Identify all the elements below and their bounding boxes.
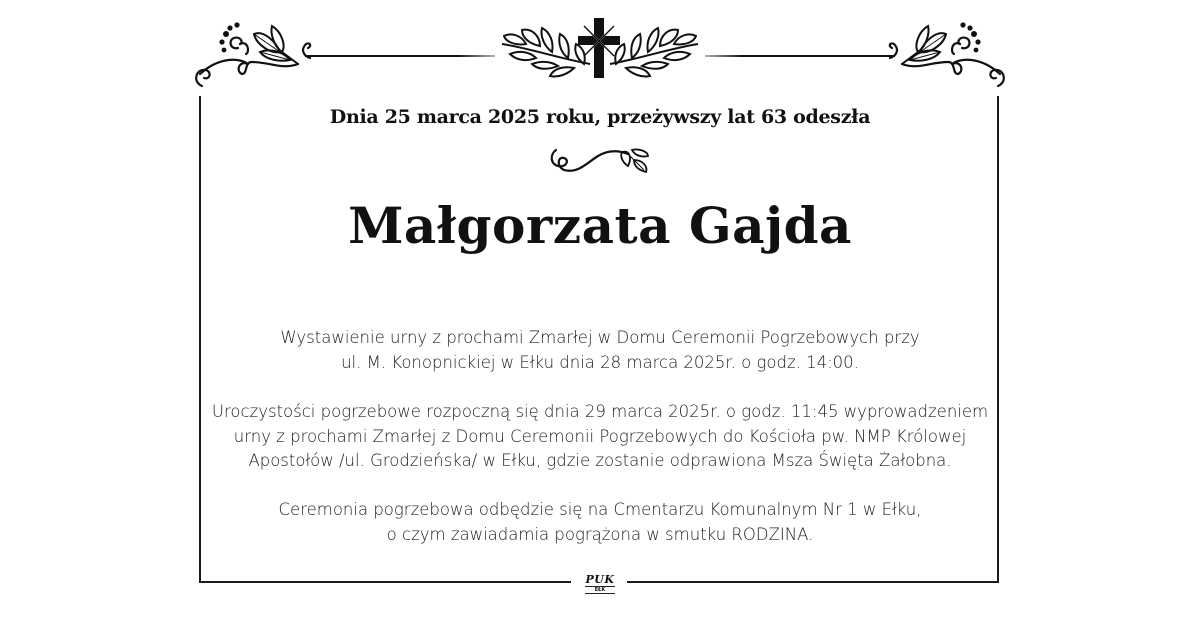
headline: Dnia 25 marca 2025 roku, przeżywszy lat 63 odeszła (329, 106, 871, 128)
top-rule-right (705, 55, 895, 57)
paragraph-line: o czym zawiadamia pogrążona w smutku RODZINA. (386, 524, 814, 544)
floral-flourish-icon (890, 12, 1010, 92)
puk-logo (576, 574, 624, 594)
floral-flourish-icon (190, 12, 310, 92)
paragraph-line: Apostołów /ul. Grodzieńska/ w Ełku, gdzie zostanie odprawiona Msza Święta Żałobna. (248, 451, 952, 470)
cross-with-laurel-icon (498, 14, 702, 80)
paragraph-ceremony (200, 400, 1000, 474)
frame-bottom-border-left (199, 581, 571, 583)
paragraph-burial (200, 498, 1000, 547)
paragraph-line: urny z prochami Zmarłej z Domu Ceremonii Pogrzebowych do Kościoła pw. NMP Królowej (233, 426, 967, 446)
paragraph-viewing (200, 326, 1000, 375)
paragraph-line: Ceremonia pogrzebowa odbędzie się na Cmentarzu Komunalnym Nr 1 w Ełku, (278, 500, 922, 519)
logo-main-text: PUK (585, 573, 615, 586)
paragraph-line: ul. M. Konopnickiej w Ełku dnia 28 marca 2025r. o godz. 14:00. (341, 352, 859, 372)
paragraph-line: Uroczystości pogrzebowe rozpoczną się dnia 29 marca 2025r. o godz. 11:45 wyprowadzeniem (211, 402, 989, 421)
top-rule-left (305, 55, 495, 57)
deceased-name: Małgorzata Gajda (348, 196, 852, 255)
frame-bottom-border-right (627, 581, 999, 583)
paragraph-line: Wystawienie urny z prochami Zmarłej w Domu Ceremonii Pogrzebowych przy (280, 328, 920, 347)
vine-divider-icon (548, 144, 652, 178)
logo-sub-text: EŁK (585, 586, 615, 594)
